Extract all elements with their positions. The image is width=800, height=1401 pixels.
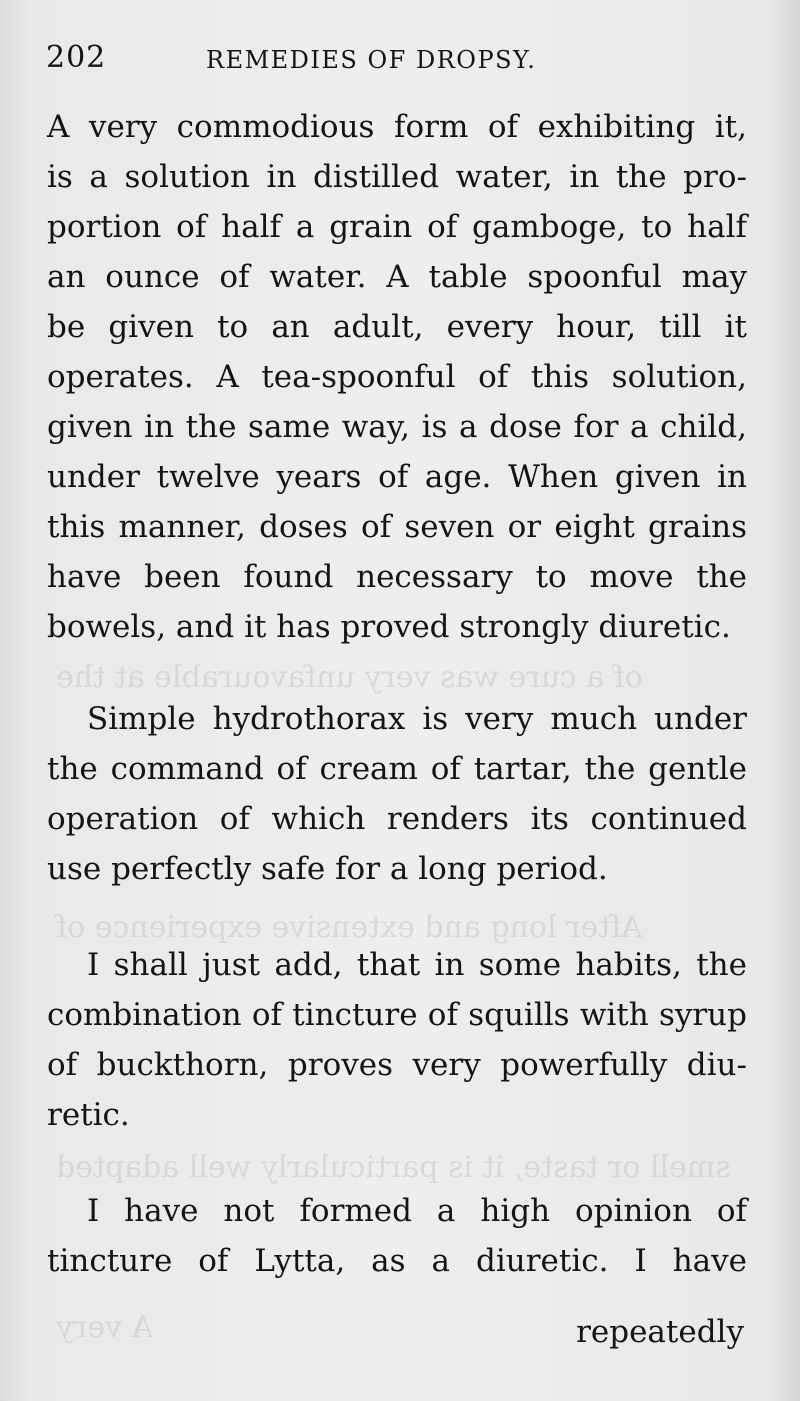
bleed-through-text: After long and extensive experience of: [56, 910, 643, 945]
text-line: retic.: [47, 1097, 130, 1133]
bleed-through-text: A very: [56, 1310, 154, 1345]
text-line: under twelve years of age. When given in: [47, 459, 747, 495]
paragraph-lytta: [47, 1186, 747, 1286]
text-line: this manner, doses of seven or eight grains: [47, 509, 747, 545]
text-line: operation of which renders its continued: [47, 801, 747, 837]
text-line: use perfectly safe for a long period.: [47, 851, 608, 887]
catchword: repeatedly: [576, 1314, 744, 1350]
text-line: A very commodious form of exhibiting it,: [47, 109, 747, 145]
body-text: [47, 102, 747, 1286]
running-head: REMEDIES OF DROPSY.: [206, 46, 537, 74]
page-header: [46, 40, 754, 80]
bleed-through-text: smell or taste, it is particularly well adapted: [56, 1150, 731, 1185]
page-number: 202: [46, 40, 107, 75]
text-line: I have not formed a high opinion of: [87, 1193, 747, 1229]
text-line: portion of half a grain of gamboge, to half: [47, 209, 747, 245]
bleed-through-text: of a cure was very unfavourable at the: [56, 660, 643, 695]
text-line: an ounce of water. A table spoonful may: [47, 259, 747, 295]
paragraph-gamboge-solution: [47, 102, 747, 652]
paragraph-squills: [47, 940, 747, 1140]
text-line: given in the same way, is a dose for a child,: [47, 409, 747, 445]
text-line: operates. A tea-spoonful of this solution,: [47, 359, 747, 395]
text-line: have been found necessary to move the: [47, 559, 747, 595]
text-line: tincture of Lytta, as a diuretic. I have: [47, 1243, 747, 1279]
text-line: be given to an adult, every hour, till it: [47, 309, 747, 345]
text-line: bowels, and it has proved strongly diuretic.: [47, 609, 731, 645]
text-line: combination of tincture of squills with syrup: [47, 997, 747, 1033]
paragraph-hydrothorax: [47, 694, 747, 894]
text-line: is a solution in distilled water, in the pro-: [47, 159, 747, 195]
text-line: of buckthorn, proves very powerfully diu-: [47, 1047, 747, 1083]
text-line: Simple hydrothorax is very much under: [87, 701, 747, 737]
text-line: I shall just add, that in some habits, the: [87, 947, 747, 983]
text-line: the command of cream of tartar, the gentle: [47, 751, 747, 787]
